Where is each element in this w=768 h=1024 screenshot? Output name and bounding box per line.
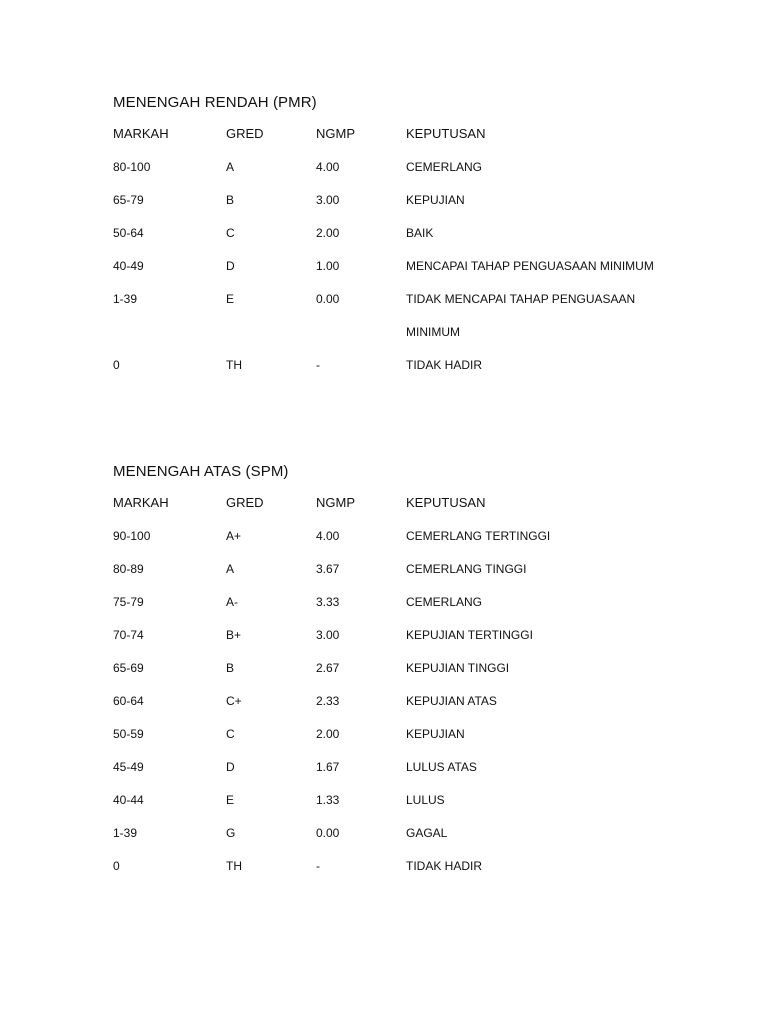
cell-markah: 75-79	[113, 595, 144, 609]
pmr-grade-table	[113, 126, 713, 390]
cell-markah: 50-64	[113, 226, 144, 240]
cell-keputusan: CEMERLANG TERTINGGI	[406, 529, 551, 543]
cell-gred: B+	[226, 628, 242, 642]
cell-ngmp: 4.00	[316, 160, 340, 174]
cell-markah: 90-100	[113, 529, 151, 543]
cell-gred: D	[226, 259, 235, 273]
header-ngmp: NGMP	[316, 126, 355, 141]
header-keputusan: KEPUTUSAN	[406, 126, 486, 141]
cell-ngmp: 1.00	[316, 259, 340, 273]
cell-keputusan: KEPUJIAN	[406, 727, 465, 741]
table-row	[113, 291, 713, 324]
cell-ngmp: 0.00	[316, 826, 340, 840]
cell-keputusan: CEMERLANG	[406, 160, 483, 174]
cell-markah: 65-79	[113, 193, 144, 207]
cell-ngmp: 2.33	[316, 694, 340, 708]
cell-ngmp: 3.00	[316, 628, 340, 642]
table-row	[113, 660, 713, 693]
cell-markah: 0	[113, 358, 120, 372]
cell-markah: 80-89	[113, 562, 144, 576]
cell-keputusan: KEPUJIAN TINGGI	[406, 661, 510, 675]
cell-gred: C+	[226, 694, 242, 708]
cell-keputusan: MENCAPAI TAHAP PENGUASAAN MINIMUM	[406, 259, 654, 273]
cell-keputusan: BAIK	[406, 226, 434, 240]
header-gred: GRED	[226, 126, 264, 141]
table-row	[113, 324, 713, 357]
spm-grade-table	[113, 495, 713, 891]
spm-rows	[113, 528, 713, 891]
table-header-row	[113, 495, 713, 528]
cell-markah: 60-64	[113, 694, 144, 708]
cell-keputusan: KEPUJIAN TERTINGGI	[406, 628, 533, 642]
cell-gred: G	[226, 826, 236, 840]
table-row	[113, 159, 713, 192]
table-row	[113, 225, 713, 258]
cell-gred: TH	[226, 358, 242, 372]
cell-keputusan: CEMERLANG	[406, 595, 483, 609]
table-row	[113, 858, 713, 891]
cell-gred: C	[226, 226, 235, 240]
spm-section	[113, 462, 713, 891]
cell-ngmp: -	[316, 358, 320, 372]
cell-markah: 70-74	[113, 628, 144, 642]
cell-gred: E	[226, 793, 235, 807]
cell-gred: B	[226, 193, 235, 207]
cell-markah: 1-39	[113, 826, 138, 840]
cell-ngmp: -	[316, 859, 320, 873]
cell-gred: C	[226, 727, 235, 741]
pmr-section	[113, 93, 713, 390]
cell-ngmp: 2.00	[316, 226, 340, 240]
table-row	[113, 528, 713, 561]
cell-keputusan: KEPUJIAN	[406, 193, 465, 207]
table-row	[113, 561, 713, 594]
cell-ngmp: 0.00	[316, 292, 340, 306]
cell-gred: E	[226, 292, 235, 306]
cell-keputusan: GAGAL	[406, 826, 448, 840]
cell-gred: A	[226, 160, 235, 174]
cell-markah: 0	[113, 859, 120, 873]
cell-gred: TH	[226, 859, 242, 873]
table-row	[113, 627, 713, 660]
cell-gred: B	[226, 661, 235, 675]
header-markah: MARKAH	[113, 495, 169, 510]
cell-markah: 80-100	[113, 160, 151, 174]
cell-keputusan: TIDAK HADIR	[406, 859, 483, 873]
table-row	[113, 357, 713, 390]
cell-ngmp: 4.00	[316, 529, 340, 543]
cell-keputusan: KEPUJIAN ATAS	[406, 694, 497, 708]
cell-markah: 40-44	[113, 793, 144, 807]
cell-markah: 45-49	[113, 760, 144, 774]
cell-ngmp: 1.33	[316, 793, 340, 807]
cell-gred: A+	[226, 529, 242, 543]
cell-gred: A-	[226, 595, 238, 609]
cell-keputusan: MINIMUM	[406, 325, 460, 339]
section-title: MENENGAH RENDAH (PMR)	[113, 94, 317, 111]
cell-ngmp: 2.67	[316, 661, 340, 675]
cell-keputusan: TIDAK MENCAPAI TAHAP PENGUASAAN	[406, 292, 636, 306]
table-header-row	[113, 126, 713, 159]
header-ngmp: NGMP	[316, 495, 355, 510]
pmr-rows	[113, 159, 713, 390]
cell-gred: D	[226, 760, 235, 774]
table-row	[113, 825, 713, 858]
header-keputusan: KEPUTUSAN	[406, 495, 486, 510]
cell-gred: A	[226, 562, 235, 576]
table-row	[113, 594, 713, 627]
table-row	[113, 792, 713, 825]
table-row	[113, 693, 713, 726]
table-row	[113, 726, 713, 759]
section-title: MENENGAH ATAS (SPM)	[113, 463, 289, 480]
header-gred: GRED	[226, 495, 264, 510]
header-markah: MARKAH	[113, 126, 169, 141]
table-row	[113, 759, 713, 792]
table-row	[113, 258, 713, 291]
cell-ngmp: 3.00	[316, 193, 340, 207]
cell-keputusan: LULUS ATAS	[406, 760, 477, 774]
cell-ngmp: 1.67	[316, 760, 340, 774]
cell-markah: 40-49	[113, 259, 144, 273]
cell-keputusan: CEMERLANG TINGGI	[406, 562, 527, 576]
cell-ngmp: 3.33	[316, 595, 340, 609]
cell-ngmp: 3.67	[316, 562, 340, 576]
cell-markah: 65-69	[113, 661, 144, 675]
cell-markah: 50-59	[113, 727, 144, 741]
cell-keputusan: LULUS	[406, 793, 445, 807]
cell-markah: 1-39	[113, 292, 138, 306]
cell-keputusan: TIDAK HADIR	[406, 358, 483, 372]
table-row	[113, 192, 713, 225]
cell-ngmp: 2.00	[316, 727, 340, 741]
